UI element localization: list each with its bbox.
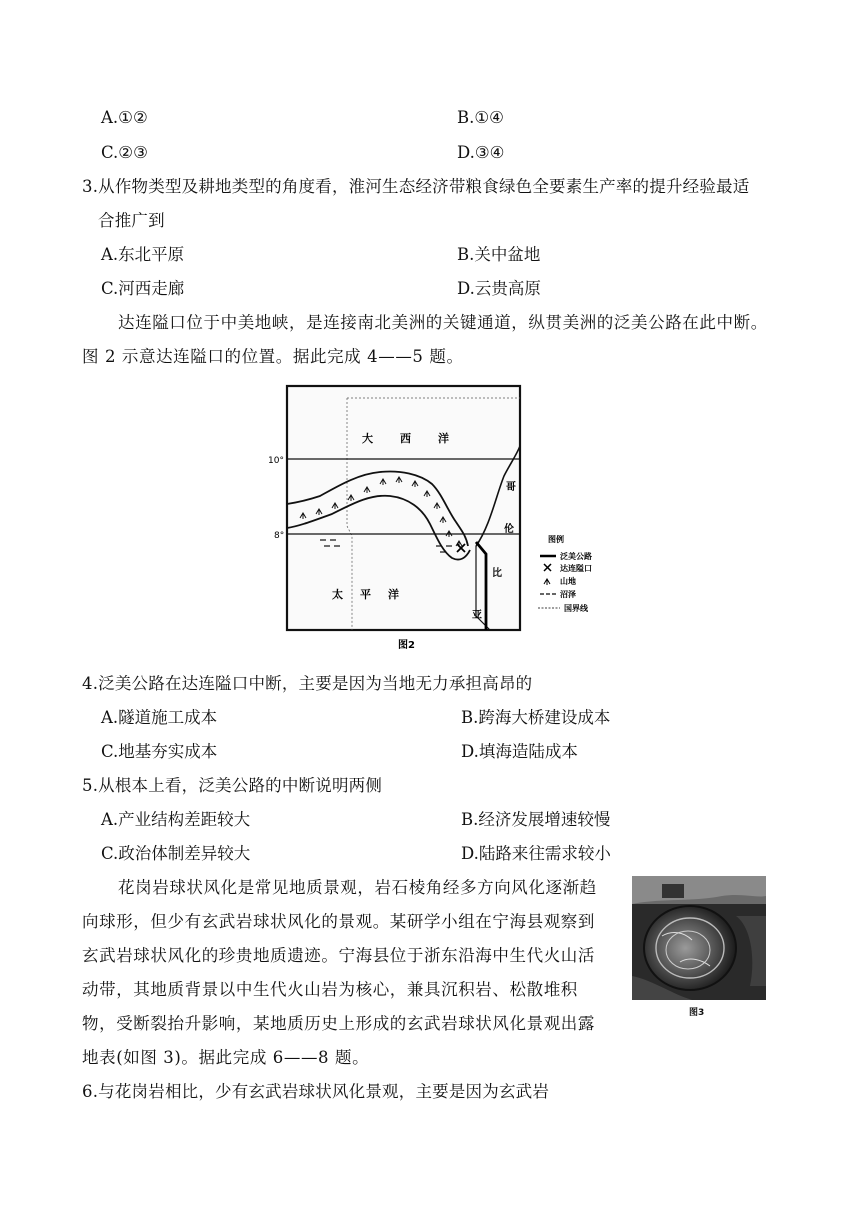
q2-option-b: B.①④ [457,108,504,127]
passage-4-5-line2: 图 2 示意达连隘口的位置。据此完成 4——5 题。 [82,347,464,366]
q2-option-c: C.②③ [101,143,148,162]
colombia-label-4: 亚 [472,610,482,621]
q4-option-c: C.地基夯实成本 [101,742,218,761]
passage-6-8-line6: 地表(如图 3)。据此完成 6——8 题。 [82,1048,370,1067]
q5-stem: 5.从根本上看，泛美公路的中断说明两侧 [82,776,383,795]
q5-option-b: B.经济发展增速较慢 [461,810,611,829]
q3-stem-line2: 合推广到 [98,211,165,230]
passage-6-8-line4: 动带，其地质背景以中生代火山岩为核心，兼具沉积岩、松散堆积 [82,980,578,999]
q6-stem: 6.与花岗岩相比，少有玄武岩球状风化景观，主要是因为玄武岩 [82,1082,550,1101]
passage-6-8-line5: 物，受断裂抬升影响，某地质历史上形成的玄武岩球状风化景观出露 [82,1014,595,1033]
passage-4-5-line1: 达连隘口位于中美地峡，是连接南北美洲的关键通道，纵贯美洲的泛美公路在此中断。 [118,313,768,332]
passage-6-8-line1: 花岗岩球状风化是常见地质景观，岩石棱角经多方向风化逐渐趋 [118,878,597,897]
figure-2-caption: 图2 [398,640,415,651]
figure-3-photo [632,876,766,1000]
q4-stem: 4.泛美公路在达连隘口中断，主要是因为当地无力承担高昂的 [82,674,533,693]
q4-option-b: B.跨海大桥建设成本 [461,708,611,727]
passage-6-8-line2: 向球形，但少有玄武岩球状风化的景观。某研学小组在宁海县观察到 [82,912,595,931]
colombia-label-3: 比 [492,568,502,579]
atlantic-label-3: 洋 [438,432,449,445]
q4-option-d: D.填海造陆成本 [461,742,578,761]
legend-swamp: 沼泽 [560,590,576,599]
pacific-label-2: 平 [360,588,371,601]
legend-darien-gap: 达连隘口 [560,564,592,573]
pacific-label-1: 太 [332,588,343,601]
q4-option-a: A.隧道施工成本 [101,708,218,727]
colombia-label-1: 哥 [506,482,516,493]
figure-2-map [268,386,600,651]
legend-title: 图例 [548,535,564,544]
legend-highway: 泛美公路 [560,552,592,561]
q2-option-a: A.①② [101,108,148,127]
q2-option-d: D.③④ [457,143,505,162]
legend-border: 国界线 [564,604,588,613]
q5-option-a: A.产业结构差距较大 [101,810,251,829]
lat-10-label: 10° [268,456,284,466]
q5-option-d: D.陆路来往需求较小 [461,844,611,863]
q3-stem-line1: 3.从作物类型及耕地类型的角度看，淮河生态经济带粮食绿色全要素生产率的提升经验最适 [82,177,750,196]
pacific-label-3: 洋 [388,588,399,601]
q3-option-c: C.河西走廊 [101,279,185,298]
atlantic-label-1: 大 [362,432,373,445]
figure-3-caption: 图3 [689,1008,705,1018]
atlantic-label-2: 西 [400,432,411,445]
passage-6-8-line3: 玄武岩球状风化的珍贵地质遗迹。宁海县位于浙东沿海中生代火山活 [82,946,595,965]
legend-mountain: 山地 [560,577,576,586]
figure-2-legend [538,534,592,613]
q3-option-a: A.东北平原 [101,245,185,264]
colombia-label-2: 伦 [504,524,514,535]
q3-option-b: B.关中盆地 [457,245,541,264]
q3-option-d: D.云贵高原 [457,279,541,298]
q5-option-c: C.政治体制差异较大 [101,844,251,863]
lat-8-label: 8° [274,531,285,541]
